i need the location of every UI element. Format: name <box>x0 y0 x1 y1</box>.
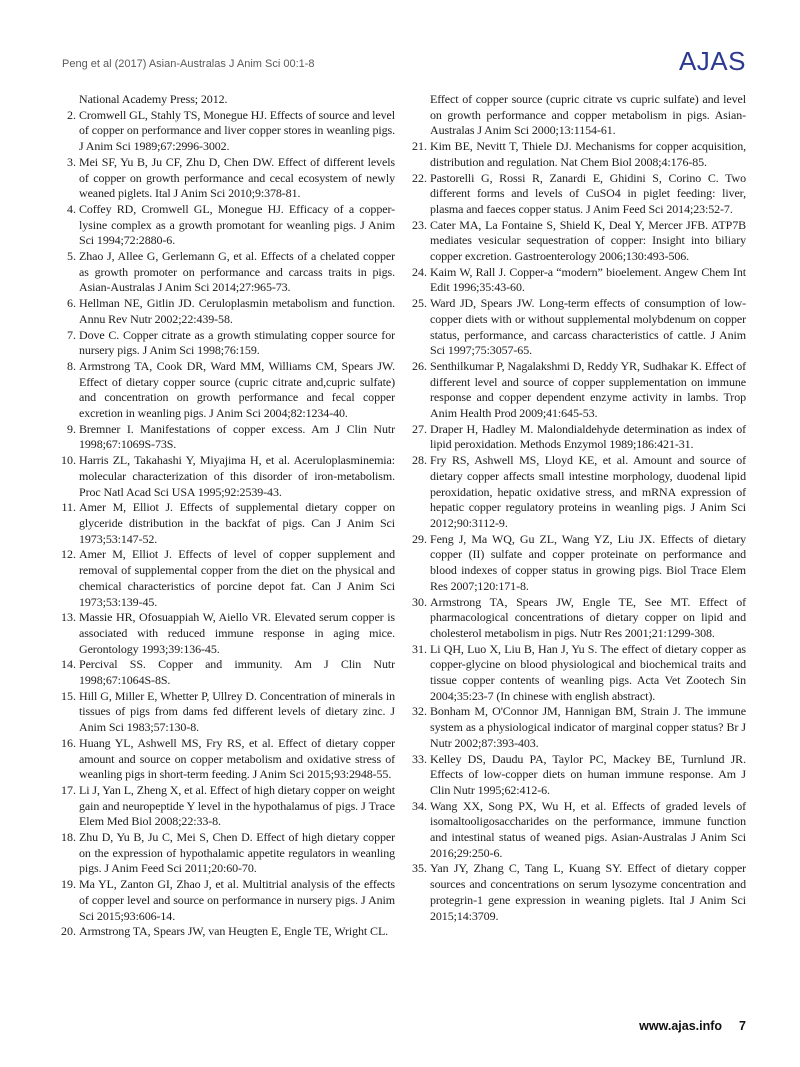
reference-item <box>62 202 395 249</box>
reference-item <box>62 422 395 453</box>
reference-number: 12. <box>61 547 76 562</box>
reference-text: Bremner I. Manifestations of copper excess. Am J Clin Nutr 1998;67:1069S-73S. <box>79 421 395 452</box>
reference-number: 8. <box>67 358 76 373</box>
reference-text: Kim BE, Nevitt T, Thiele DJ. Mechanisms for copper acquisition, distribution and regulation. Nat Chem Biol 2008;4:176-85. <box>430 139 746 169</box>
reference-number: 3. <box>67 154 76 169</box>
reference-text: Draper H, Hadley M. Malondialdehyde determination as index of lipid peroxidation. Methods Enzymol 1989;186:421-31. <box>430 421 746 452</box>
reference-text: Ma YL, Zanton GI, Zhao J, et al. Multitrial analysis of the effects of copper level and source on performance in nursery pigs. J Anim Sci 2015;93:606-14. <box>79 877 395 923</box>
reference-text: Dove C. Copper citrate as a growth stimulating copper source for nursery pigs. J Anim Sci 1998;76:159. <box>79 327 395 358</box>
running-head-citation: Peng et al (2017) Asian-Australas J Anim Sci 00:1-8 <box>62 58 315 70</box>
reference-text: Effect of copper source (cupric citrate vs cupric sulfate) and level on growth performance and copper metabolism in pigs. Asian-Australas J Anim Sci 2000;13:1154-61. <box>430 92 746 138</box>
reference-item <box>62 783 395 830</box>
reference-item <box>62 924 395 940</box>
reference-text: Mei SF, Yu B, Ju CF, Zhu D, Chen DW. Effect of different levels of copper on growth performance and cecal ecosystem of newly weaned piglets. Ital J Anim Sci 2010;9:378-81. <box>79 154 395 201</box>
reference-number: 11. <box>61 500 76 515</box>
reference-number: 26. <box>412 358 427 373</box>
reference-number: 23. <box>412 217 427 232</box>
reference-item <box>413 642 746 705</box>
reference-number: 4. <box>67 201 76 216</box>
reference-number: 13. <box>61 610 76 625</box>
reference-number: 18. <box>61 830 76 845</box>
reference-text: Amer M, Elliot J. Effects of level of copper supplement and removal of supplemental copper from the diet on the physical and chemical characteristics of porcine depot fat. Can J Anim Sci 1973;53:139-45. <box>79 547 395 609</box>
reference-item <box>62 328 395 359</box>
reference-text: Feng J, Ma WQ, Gu ZL, Wang YZ, Liu JX. Effects of dietary copper (II) sulfate and copper proteinate on performance and blood indexes of copper status in growing pigs. Biol Trace Elem Res 2007;120:171-8. <box>430 531 746 593</box>
reference-number: 7. <box>67 327 76 342</box>
references-column-right <box>413 92 746 940</box>
reference-text: Hill G, Miller E, Whetter P, Ullrey D. Concentration of minerals in tissues of pigs from dams fed different levels of dietary zinc. J Anim Sci 1983;57:130-8. <box>79 688 395 735</box>
journal-logo: AJAS <box>678 46 746 76</box>
reference-text: Kaim W, Rall J. Copper-a “modern” bioelement. Angew Chem Int Edit 1996;35:43-60. <box>430 264 746 295</box>
reference-text: Yan JY, Zhang C, Tang L, Kuang SY. Effect of dietary copper sources and concentrations on serum lysozyme concentration and protegrin-1 gene expression in weaning piglets. Ital J Anim Sci 2015;14:3709. <box>430 861 746 923</box>
reference-item <box>62 500 395 547</box>
journal-website-link[interactable]: www.ajas.info <box>639 1019 723 1033</box>
reference-item <box>413 422 746 453</box>
reference-text: Senthilkumar P, Nagalakshmi D, Reddy YR, Sudhakar K. Effect of different level and source of copper supplementation on immune response and copper dependent enzyme activity in lambs. Trop Anim Health Prod 2009;41:645-53. <box>430 358 746 421</box>
reference-item <box>62 296 395 327</box>
reference-item <box>62 689 395 736</box>
reference-item <box>413 296 746 359</box>
reference-number: 25. <box>412 296 427 311</box>
reference-item <box>413 595 746 642</box>
reference-number: 27. <box>412 421 427 436</box>
reference-item <box>62 453 395 500</box>
page-number: 7 <box>739 1019 746 1033</box>
reference-item <box>413 359 746 422</box>
reference-item <box>413 92 746 139</box>
reference-text: Zhao J, Allee G, Gerlemann G, et al. Effects of a chelated copper as growth promoter on performance and carcass traits in pigs. Asian-Australas J Anim Sci 2014;27:965-73. <box>79 249 395 295</box>
reference-number: 34. <box>412 798 427 813</box>
reference-item <box>62 610 395 657</box>
reference-text: Pastorelli G, Rossi R, Zanardi E, Ghidini S, Corino C. Two different forms and levels of CuSO4 in piglet feeding: liver, plasma and faeces copper status. J Anim Feed Sci 2014;23:52-7. <box>430 170 746 216</box>
reference-number: 22. <box>412 170 427 185</box>
reference-number: 24. <box>412 264 427 279</box>
reference-item <box>62 155 395 202</box>
reference-text: Wang XX, Song PX, Wu H, et al. Effects of graded levels of isomaltooligosaccharides on the performance, immune function and intestinal status of weaned pigs. Asian-Australas J Anim Sci 2016;29:250-6. <box>430 798 746 860</box>
reference-text: Armstrong TA, Cook DR, Ward MM, Williams CM, Spears JW. Effect of dietary copper source (cupric citrate and,cupric sulfate) and concentration on growth performance and fecal copper excretion in weanling pigs. J Anim Sci 2004;82:1234-40. <box>79 358 395 421</box>
reference-item <box>413 453 746 532</box>
reference-text: Ward JD, Spears JW. Long-term effects of consumption of low-copper diets with or without supplemental molybdenum on copper status, performance, and carcass characteristics of cattle. J Anim Sci 1997;75:3057-65. <box>430 296 746 358</box>
reference-item <box>62 359 395 422</box>
reference-number: 21. <box>412 139 427 154</box>
reference-item <box>413 704 746 751</box>
reference-text: Armstrong TA, Spears JW, van Heugten E, Engle TE, Wright CL. <box>79 924 389 939</box>
reference-number: 29. <box>412 531 427 546</box>
reference-item <box>413 532 746 595</box>
reference-number: 9. <box>67 421 76 436</box>
reference-text: Huang YL, Ashwell MS, Fry RS, et al. Effect of dietary copper amount and source on copper metabolism and oxidative stress of weanling pigs in short-term feeding. J Anim Sci 2015;93:2948-55. <box>79 735 395 782</box>
reference-number: 17. <box>61 782 76 797</box>
page-header <box>62 48 746 74</box>
reference-item <box>62 877 395 924</box>
reference-item <box>413 218 746 265</box>
reference-item <box>62 108 395 155</box>
reference-item <box>413 171 746 218</box>
reference-text: Harris ZL, Takahashi Y, Miyajima H, et al. Aceruloplasminemia: molecular characterization of this disorder of iron-metabolism. Proc Natl Acad Sci USA 1995;92:2539-43. <box>79 453 395 499</box>
reference-number: 32. <box>412 704 427 719</box>
references-section <box>62 92 746 940</box>
reference-item <box>62 657 395 688</box>
reference-text: Bonham M, O'Connor JM, Hannigan BM, Strain J. The immune system as a physiological indicator of marginal copper status? Br J Nutr 2002;87:393-403. <box>430 704 746 750</box>
reference-number: 16. <box>61 735 76 750</box>
reference-number: 19. <box>61 877 76 892</box>
reference-number: 20. <box>61 924 76 939</box>
reference-number: 14. <box>61 657 76 672</box>
reference-text: Amer M, Elliot J. Effects of supplemental dietary copper on glyceride distribution in the backfat of pigs. Can J Anim Sci 1973;53:147-52. <box>79 500 395 546</box>
references-column-left <box>62 92 395 940</box>
reference-text: Cater MA, La Fontaine S, Shield K, Deal Y, Mercer JFB. ATP7B mediates vesicular sequestration of copper: Insight into biliary copper excretion. Gastroenterology 2006;130:493-506. <box>430 217 746 264</box>
reference-number: 30. <box>412 594 427 609</box>
reference-text: Percival SS. Copper and immunity. Am J Clin Nutr 1998;67:1064S-8S. <box>79 657 395 688</box>
reference-number: 2. <box>67 107 76 122</box>
reference-text: Li J, Yan L, Zheng X, et al. Effect of high dietary copper on weight gain and neuropeptide Y level in the hypothalamus of pigs. J Trace Elem Med Biol 2008;22:33-8. <box>79 782 395 829</box>
reference-text: Armstrong TA, Spears JW, Engle TE, See MT. Effect of pharmacological concentrations of dietary copper on lipid and cholesterol metabolism in pigs. Nutr Res 2001;21:1299-308. <box>430 594 746 640</box>
reference-number: 33. <box>412 751 427 766</box>
reference-text: Kelley DS, Daudu PA, Taylor PC, Mackey BE, Turnlund JR. Effects of low-copper diets on human immune response. Am J Clin Nutr 1995;62:412-6. <box>430 751 746 797</box>
reference-number: 35. <box>412 861 427 876</box>
reference-number: 6. <box>67 296 76 311</box>
reference-text: Cromwell GL, Stahly TS, Monegue HJ. Effects of source and level of copper on performance and liver copper stores in weanling pigs. J Anim Sci 1989;67:2996-3002. <box>79 107 395 154</box>
reference-text: Li QH, Luo X, Liu B, Han J, Yu S. The effect of dietary copper as copper-glycine on blood physiological and biochemical traits and tissue copper contents of weanling pigs. Acta Vet Zootech Sin 2004;35:23-7 (In chinese with english abstract). <box>430 641 746 703</box>
reference-number: 28. <box>412 453 427 468</box>
reference-item <box>413 139 746 170</box>
reference-text: Coffey RD, Cromwell GL, Monegue HJ. Efficacy of a copper-lysine complex as a growth promotant for weanling pigs. J Anim Sci 1994;72:2880-6. <box>79 201 395 248</box>
reference-item <box>413 799 746 862</box>
reference-number: 5. <box>67 249 76 264</box>
reference-number: 15. <box>61 688 76 703</box>
reference-text: Massie HR, Ofosuappiah W, Aiello VR. Elevated serum copper is associated with reduced immune response in aging mice. Gerontology 1993;39:136-45. <box>79 610 395 656</box>
reference-item <box>413 752 746 799</box>
reference-text: Zhu D, Yu B, Ju C, Mei S, Chen D. Effect of high dietary copper on the expression of hypothalamic appetite regulators in weanling pigs. J Anim Feed Sci 2011;20:60-70. <box>79 830 395 876</box>
page-footer <box>639 1019 746 1033</box>
reference-item <box>62 547 395 610</box>
reference-text: National Academy Press; 2012. <box>79 92 228 106</box>
reference-item <box>413 861 746 924</box>
reference-item <box>62 249 395 296</box>
reference-item <box>62 92 395 108</box>
reference-text: Fry RS, Ashwell MS, Lloyd KE, et al. Amount and source of dietary copper affects small intestine morphology, duodenal lipid peroxidation, hepatic oxidative stress, and mRNA expression of hepatic copper regulatory proteins in weanling pigs. J Anim Sci 2012;90:3112-9. <box>430 453 746 530</box>
reference-text: Hellman NE, Gitlin JD. Ceruloplasmin metabolism and function. Annu Rev Nutr 2002;22:439-58. <box>79 296 395 326</box>
reference-item <box>413 265 746 296</box>
reference-item <box>62 736 395 783</box>
reference-number: 10. <box>61 453 76 468</box>
reference-number: 31. <box>412 641 427 656</box>
reference-item <box>62 830 395 877</box>
